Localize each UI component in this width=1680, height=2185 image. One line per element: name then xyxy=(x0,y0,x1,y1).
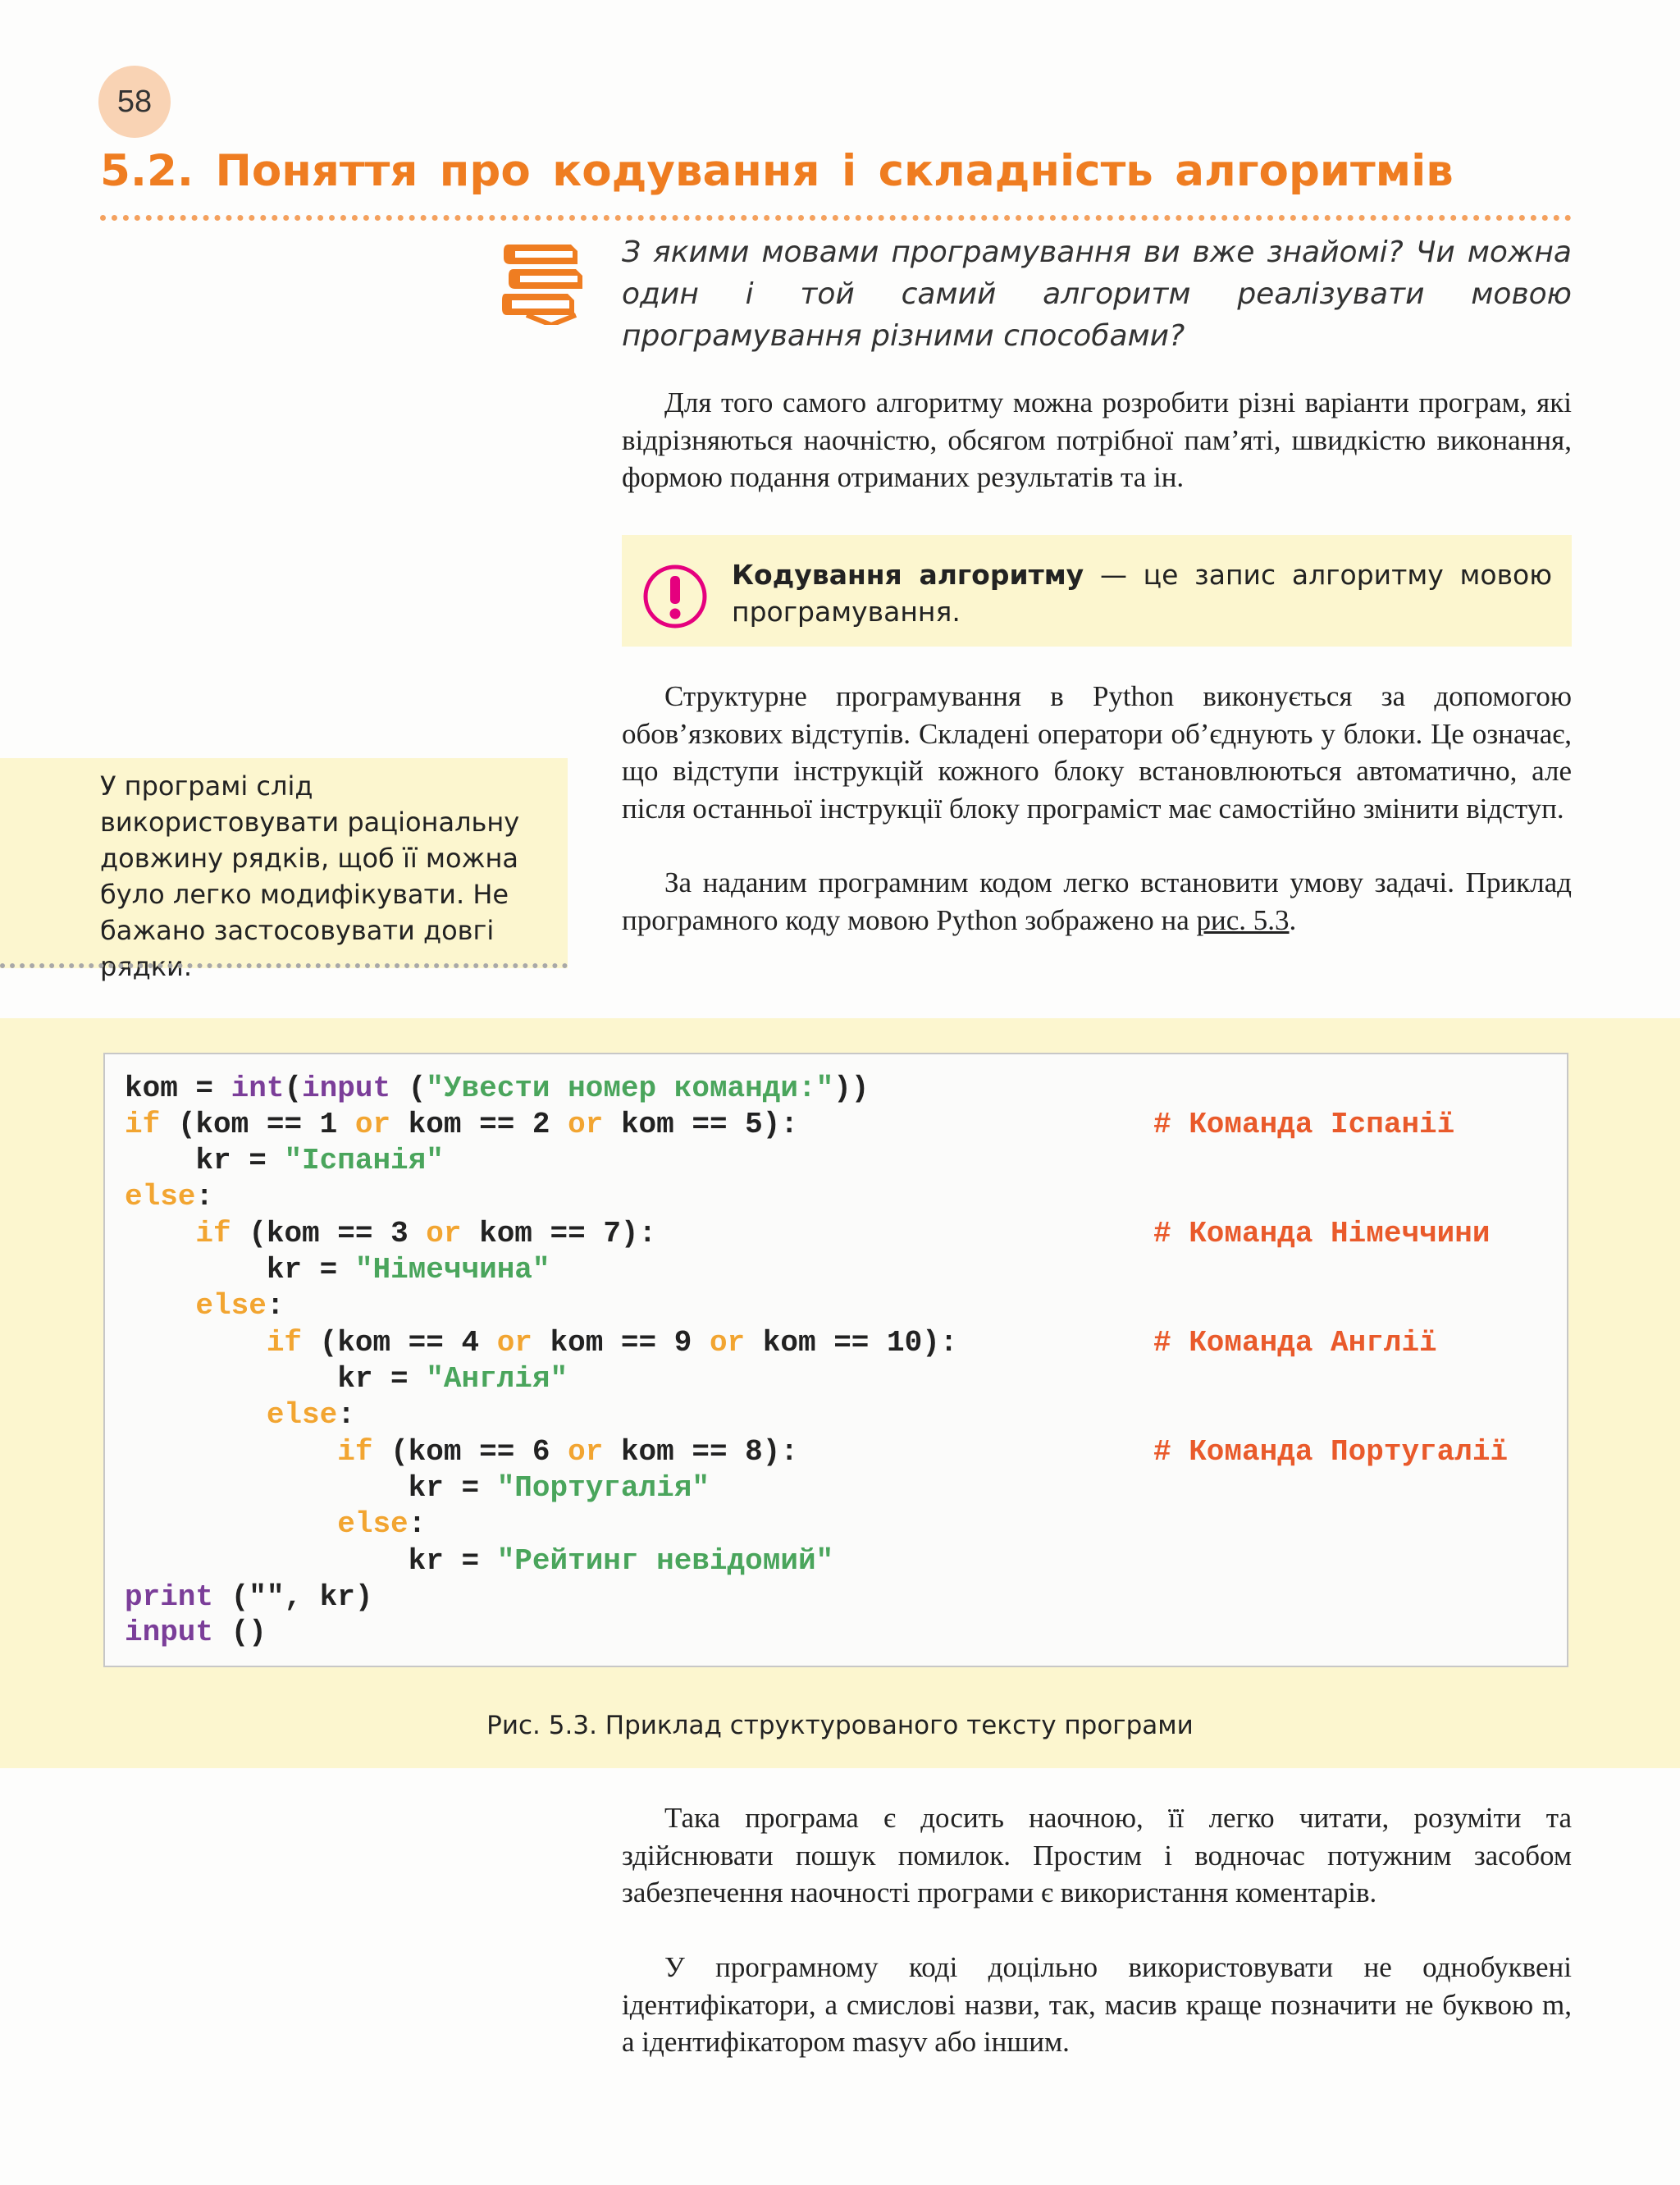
code-token xyxy=(125,1217,195,1250)
code-token: kom == 7): xyxy=(461,1217,657,1250)
code-token: or xyxy=(709,1326,746,1360)
code-comment-3: # Команда Англії xyxy=(1153,1326,1437,1360)
paragraph-3-end: . xyxy=(1289,903,1297,936)
code-token: if xyxy=(195,1217,231,1250)
exclamation-icon xyxy=(642,564,708,629)
code-comment-4: # Команда Португалії xyxy=(1153,1435,1509,1469)
code-token: input xyxy=(125,1616,214,1649)
code-line-7 xyxy=(125,1289,284,1323)
code-token: kom == 10): xyxy=(745,1326,958,1360)
code-line-9 xyxy=(125,1362,568,1396)
code-token: kom == 9 xyxy=(532,1326,710,1360)
paragraph-1: Для того самого алгоритму можна розробити різні варіанти програм, які відрізняються наочністю, обсягом потрібної пам’яті, швидкістю виконання, формою подання отриманих результатів та ін. xyxy=(622,386,1572,493)
code-token xyxy=(125,1326,267,1360)
code-token: kr = xyxy=(125,1471,497,1505)
code-line-8 xyxy=(125,1326,957,1360)
code-token: else xyxy=(337,1507,409,1541)
code-line-3 xyxy=(125,1144,444,1177)
paragraph-3 xyxy=(622,864,1572,939)
paragraph-4: Така програма є досить наочною, її легко читати, розуміти та здійснювати пошук помилок. Простим і водночас потужним засобом забезпечення наочності програми є використання коментарів. xyxy=(622,1802,1572,1908)
code-token: : xyxy=(337,1398,355,1432)
side-note-text: У програмі слід використовувати раціональну довжину рядків, щоб її можна було легко модифікувати. Не бажано застосовувати довгі рядки. xyxy=(100,770,520,982)
code-token: kr = xyxy=(125,1362,427,1396)
definition-text xyxy=(732,556,1552,630)
code-token: kom == 2 xyxy=(390,1108,568,1141)
paragraph-5: У програмному коді доцільно використовувати не однобуквені ідентифікатори, а смислові назви, так, масив краще позначити не буквою m, а ідентифікатором masyv або іншим. xyxy=(622,1951,1572,2058)
code-line-13 xyxy=(125,1507,426,1541)
code-token: kom = xyxy=(125,1072,231,1105)
code-line-14 xyxy=(125,1544,833,1578)
code-line-16 xyxy=(125,1616,267,1649)
code-token: ("", kr) xyxy=(213,1580,373,1614)
code-token: "Португалія" xyxy=(496,1471,710,1505)
code-token: )) xyxy=(833,1072,870,1105)
code-token: "Іспанія" xyxy=(284,1144,444,1177)
code-token: kr = xyxy=(125,1544,497,1578)
books-icon xyxy=(502,240,584,325)
code-line-1 xyxy=(125,1072,869,1105)
code-line-15 xyxy=(125,1580,372,1614)
code-token: if xyxy=(125,1108,161,1141)
code-token: print xyxy=(125,1580,214,1614)
code-token: else xyxy=(266,1398,338,1432)
code-line-2 xyxy=(125,1108,798,1141)
code-token: input xyxy=(302,1072,391,1105)
section-title: 5.2. Поняття про кодування і складність алгоритмів xyxy=(100,146,1454,196)
paragraph-2: Структурне програмування в Python виконується за допомогою обов’язкових відступів. Складені оператори об’єднують у блоки. Це означає, що відступи інструкцій кожного блоку встановлюються автоматично, але після останньої інструкції блоку програміст має самостійно змінити відступ. xyxy=(622,680,1572,825)
lead-question: З якими мовами програмування ви вже знайомі? Чи можна один і той самий алгоритм реалізувати мовою програмування різними способами? xyxy=(622,235,1572,353)
code-token: (kom == 3 xyxy=(231,1217,427,1250)
code-token: (kom == 1 xyxy=(160,1108,355,1141)
code-token: kom == 5): xyxy=(603,1108,798,1141)
code-token: (kom == 4 xyxy=(302,1326,497,1360)
code-line-10 xyxy=(125,1398,355,1432)
definition-body: — це запис алгоритму мовою програмування. xyxy=(732,559,1552,628)
code-token: (kom == 6 xyxy=(372,1435,568,1469)
code-token: if xyxy=(337,1435,373,1469)
code-token: () xyxy=(213,1616,267,1649)
code-token: or xyxy=(496,1326,532,1360)
code-line-4 xyxy=(125,1180,213,1214)
code-line-6 xyxy=(125,1253,550,1287)
code-token: "Англія" xyxy=(426,1362,568,1396)
code-token: kom == 8): xyxy=(603,1435,798,1469)
code-token xyxy=(125,1398,267,1432)
code-token: int xyxy=(231,1072,285,1105)
code-comment-2: # Команда Німеччини xyxy=(1153,1217,1491,1250)
code-token: : xyxy=(195,1180,214,1214)
side-note-divider xyxy=(0,963,568,968)
code-comment-1: # Команда Іспанії xyxy=(1153,1108,1455,1141)
paragraph-3-text: За наданим програмним кодом легко встановити умову задачі. Приклад програмного коду мовою Python зображено на xyxy=(622,866,1572,936)
page-number: 58 xyxy=(98,66,171,138)
code-token: kr = xyxy=(125,1144,285,1177)
code-token: or xyxy=(354,1108,391,1141)
title-divider xyxy=(100,215,1572,221)
code-token: "Рейтинг невідомий" xyxy=(496,1544,834,1578)
code-token: or xyxy=(426,1217,462,1250)
figure-caption: Рис. 5.3. Приклад структурованого тексту програми xyxy=(486,1711,1194,1740)
code-token: : xyxy=(266,1289,285,1323)
code-token: ( xyxy=(284,1072,303,1105)
code-token: ( xyxy=(390,1072,427,1105)
code-token: or xyxy=(568,1435,604,1469)
code-token: else xyxy=(195,1289,267,1323)
code-token xyxy=(125,1289,195,1323)
code-line-11 xyxy=(125,1435,798,1469)
code-line-5 xyxy=(125,1217,656,1250)
definition-term: Кодування алгоритму xyxy=(732,559,1084,591)
code-token: else xyxy=(125,1180,196,1214)
code-token: "Увести номер команди:" xyxy=(426,1072,834,1105)
code-token: if xyxy=(266,1326,303,1360)
code-token xyxy=(125,1507,337,1541)
figure-reference-link[interactable]: рис. 5.3 xyxy=(1196,903,1290,936)
code-token: : xyxy=(408,1507,427,1541)
code-token: or xyxy=(568,1108,604,1141)
code-token xyxy=(125,1435,337,1469)
code-token: kr = xyxy=(125,1253,355,1287)
code-line-12 xyxy=(125,1471,710,1505)
code-token: "Німеччина" xyxy=(354,1253,550,1287)
